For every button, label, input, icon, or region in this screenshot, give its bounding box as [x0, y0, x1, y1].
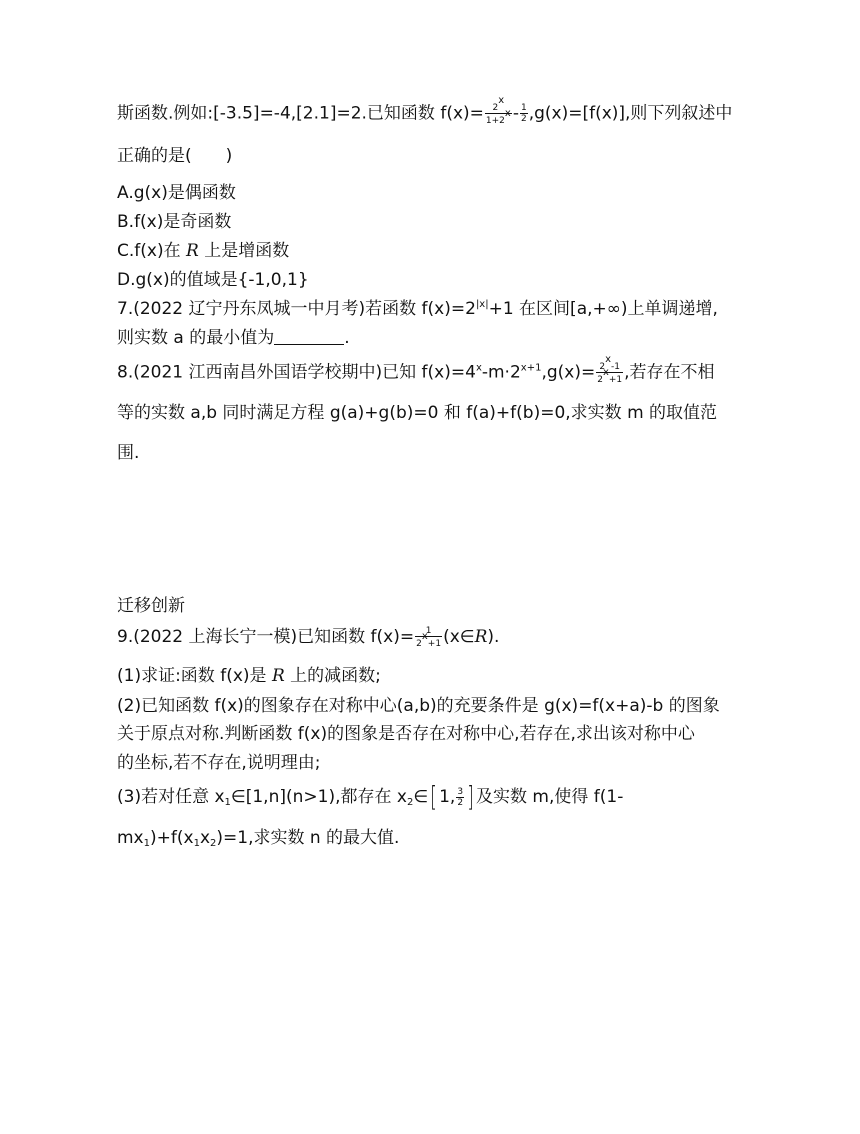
q6-text-a: 斯函数.例如:[-3.5]=-4,[2.1]=2.已知函数 f(x)= [117, 103, 484, 124]
q9-text-c: ). [487, 627, 500, 647]
q6-text-b: ,g(x)=[f(x)],则下列叙述中 [528, 103, 733, 124]
q6-option-c-r: R [186, 241, 199, 261]
q9-part-1-text-b: 上的减函数; [284, 666, 381, 686]
q9-fraction [415, 626, 442, 649]
q9-part-3-line-2 [117, 826, 399, 850]
q6-frac1-num-exp: x [498, 95, 505, 106]
q9-interval-num: 3 [457, 786, 464, 797]
q9-part-3-l2-d: )=1,求实数 n 的最大值. [216, 828, 400, 848]
q6-option-c-text-a: C.f(x)在 [117, 241, 186, 261]
q6-fraction-1 [485, 95, 512, 126]
q9-part-3-sub-2: 2 [406, 797, 414, 808]
q9-interval-left: 1, [439, 787, 456, 807]
q8-text-c: ,g(x)= [541, 362, 596, 383]
q9-text-b: (x∈ [443, 627, 475, 647]
q8-line-1 [117, 354, 715, 385]
q9-part-3-sub-1: 1 [224, 797, 231, 808]
q6-frac1-num: 2 [492, 103, 499, 113]
q8-text-d: ,若存在不相 [624, 362, 715, 383]
q9-r: R [474, 627, 488, 647]
q8-text-a: 8.(2021 江西南昌外国语学校期中)已知 f(x)=4 [117, 362, 476, 383]
q9-bracket-close: ] [467, 780, 474, 813]
q9-part-1-r: R [271, 666, 285, 686]
q6-frac1-den-exp: x [504, 108, 511, 119]
q8-frac-den-exp: x [602, 367, 609, 378]
q9-part-2-line-2: 关于原点对称.判断函数 f(x)的图象是否存在对称中心,若存在,求出该对称中心 [117, 724, 695, 744]
q6-minus: - [512, 103, 519, 124]
q9-part-2-line-3: 的坐标,若不存在,说明理由; [117, 753, 321, 773]
q6-option-c-text-b: 上是增函数 [198, 241, 290, 261]
q9-interval-fraction [456, 787, 464, 808]
q7-period: . [344, 328, 350, 348]
q6-frac2-num: 1 [520, 103, 527, 113]
q6-option-c [117, 239, 289, 263]
q6-fraction-2 [520, 103, 528, 124]
q9-frac-num: 1 [425, 625, 432, 636]
q9-part-3-l2-c: x [199, 828, 210, 848]
q8-exp-x: x [475, 362, 482, 374]
q8-exp-x1: x+1 [520, 362, 542, 374]
q6-option-b: B.f(x)是奇函数 [117, 212, 232, 232]
q7-line-2 [117, 326, 350, 350]
q9-part-3-line-1 [117, 780, 624, 813]
q8-frac-num-tail: -1 [611, 362, 620, 372]
q9-part-3-text-d: 及实数 m,使得 f(1- [476, 787, 624, 807]
q9-part-3-l2-sub-1: 1 [143, 838, 150, 849]
q8-text-b: -m·2 [481, 362, 521, 383]
q8-frac-den-tail: +1 [608, 375, 623, 385]
q9-frac-den: 2 [416, 638, 422, 649]
q7-line-1 [117, 297, 718, 321]
q8-frac-num-exp: x [605, 354, 612, 365]
q6-frac2-den: 2 [520, 114, 527, 124]
q7-answer-blank [274, 328, 344, 345]
q9-part-3-l2-a: mx [117, 828, 144, 848]
q9-part-1 [117, 664, 381, 688]
q8-frac-num: 2 [599, 362, 606, 372]
q6-option-d: D.g(x)的值域是{-1,0,1} [117, 270, 309, 290]
q7-text-b: +1 在区间[a,+∞)上单调递增, [488, 299, 718, 319]
q7-text-a: 7.(2022 辽宁丹东凤城一中月考)若函数 f(x)=2 [117, 299, 476, 319]
q9-part-3-text-b: ∈[1,n](n>1),都存在 x [230, 787, 407, 807]
q9-text-a: 9.(2022 上海长宁一模)已知函数 f(x)= [117, 627, 415, 647]
q9-part-3-l2-sub-2: 1 [193, 838, 200, 849]
q9-frac-den-tail: +1 [427, 638, 442, 649]
q9-part-3-text-c: ∈ [413, 787, 429, 807]
q8-line-2: 等的实数 a,b 同时满足方程 g(a)+g(b)=0 和 f(a)+f(b)=0,求实数 m 的取值范 [117, 403, 718, 423]
q6-option-a: A.g(x)是偶函数 [117, 183, 236, 203]
q7-text-c: 则实数 a 的最小值为 [117, 328, 275, 348]
q7-exponent: |x| [475, 299, 489, 310]
q8-fraction [596, 354, 623, 385]
q6-line-1 [117, 95, 733, 126]
q9-part-2-line-1: (2)已知函数 f(x)的图象存在对称中心(a,b)的充要条件是 g(x)=f(x+a)-b 的图象 [117, 696, 720, 716]
q9-part-3-l2-sub-3: 2 [210, 838, 217, 849]
q9-part-1-text-a: (1)求证:函数 f(x)是 [117, 666, 272, 686]
q9-part-3-l2-b: )+f(x [150, 828, 194, 848]
q9-interval-den: 2 [457, 797, 464, 808]
q9-frac-den-exp: x [421, 630, 428, 642]
q9-line-1 [117, 625, 499, 649]
q8-frac-den: 2 [597, 375, 603, 385]
q6-line-2: 正确的是( ) [117, 146, 233, 166]
section-title: 迁移创新 [117, 596, 185, 616]
q8-line-3: 围. [117, 443, 140, 463]
q9-part-3-text-a: (3)若对任意 x [117, 787, 225, 807]
q6-frac1-den: 1+2 [485, 116, 505, 126]
q9-bracket-open: [ [430, 780, 437, 813]
